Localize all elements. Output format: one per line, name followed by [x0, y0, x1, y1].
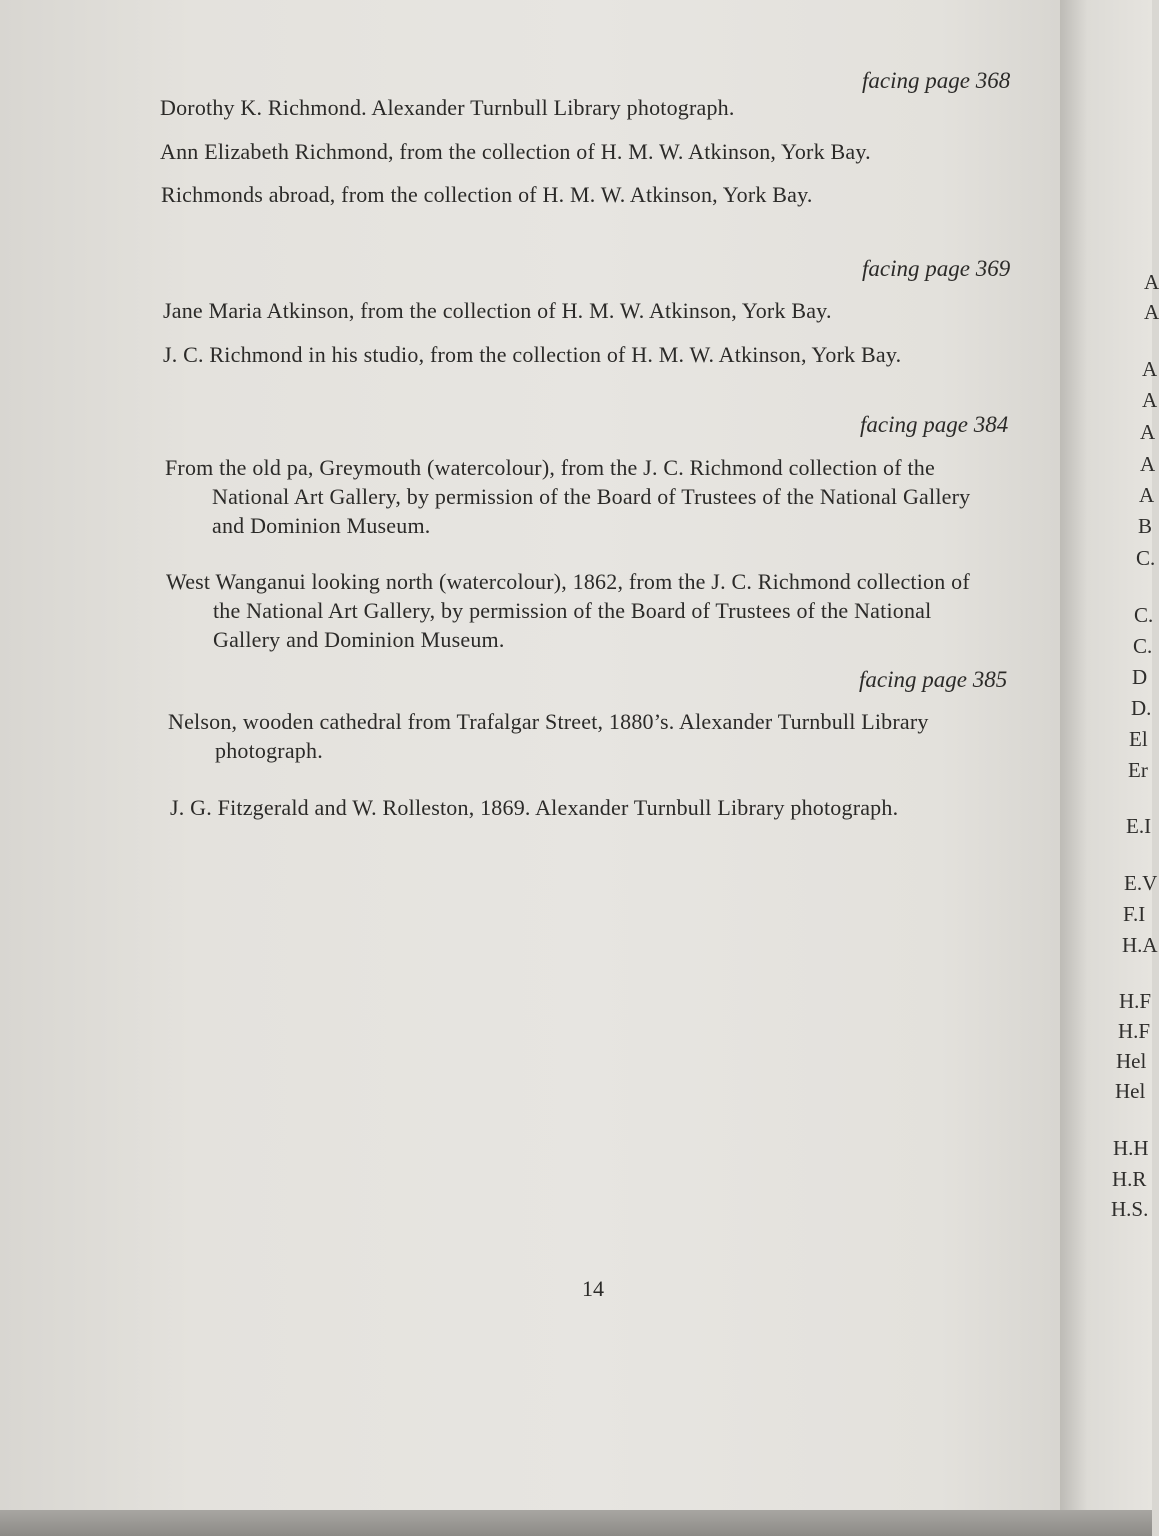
- right-page-fragment: A: [1144, 270, 1159, 294]
- right-page-fragment: A: [1142, 357, 1158, 381]
- right-page-fragment: A: [1144, 300, 1159, 324]
- right-page-fragment: D: [1132, 665, 1148, 689]
- caption-entry: Ann Elizabeth Richmond, from the collection of H. M. W. Atkinson, York Bay.: [160, 139, 871, 164]
- right-page-fragment: H.A: [1122, 933, 1158, 957]
- right-page-fragment: Hel: [1116, 1049, 1147, 1073]
- right-page-fragment: A: [1142, 388, 1158, 412]
- right-page-fragment: H.S.: [1111, 1197, 1149, 1221]
- right-page-fragment: E.I: [1126, 814, 1152, 838]
- book-bottom-edge: [0, 1510, 1152, 1536]
- right-page-fragment: B: [1138, 514, 1153, 538]
- section-heading-384: facing page 384: [860, 412, 1009, 437]
- caption-entry: West Wanganui looking north (watercolour), 1862, from the J. C. Richmond collection of the National Art Gallery, by permission of the Board of Trustees of the National Gallery and Dominion Museum.: [166, 569, 970, 652]
- right-page-fragment: El: [1129, 727, 1148, 751]
- section-heading-369: facing page 369: [862, 256, 1011, 281]
- right-page-fragment: D.: [1131, 696, 1152, 720]
- caption-entry: J. G. Fitzgerald and W. Rolleston, 1869. Alexander Turnbull Library photograph.: [170, 795, 899, 820]
- right-page-fragment: H.F: [1118, 1019, 1151, 1043]
- right-page-fragment: H.H: [1113, 1136, 1149, 1160]
- caption-entry: Dorothy K. Richmond. Alexander Turnbull Library photograph.: [160, 95, 735, 120]
- right-page-fragment: F.I: [1123, 902, 1146, 926]
- caption-entry: Richmonds abroad, from the collection of H. M. W. Atkinson, York Bay.: [161, 182, 813, 207]
- right-page-fragment: C.: [1136, 546, 1156, 570]
- caption-entry: From the old pa, Greymouth (watercolour), from the J. C. Richmond collection of the National Art Gallery, by permission of the Board of Trustees of the National Gallery and Dominion Museum.: [165, 455, 971, 538]
- right-page-fragment: C.: [1134, 603, 1154, 627]
- right-page-fragment: C.: [1133, 634, 1153, 658]
- right-page-fragments: [1060, 0, 1159, 1536]
- right-page-fragment: H.R: [1112, 1167, 1147, 1191]
- right-page-fragment: Er: [1128, 758, 1148, 782]
- right-page-fragment: Hel: [1115, 1079, 1146, 1103]
- caption-entry: Jane Maria Atkinson, from the collection of H. M. W. Atkinson, York Bay.: [163, 298, 832, 323]
- caption-entry: J. C. Richmond in his studio, from the collection of H. M. W. Atkinson, York Bay.: [163, 342, 902, 367]
- right-page-fragment: A: [1139, 483, 1155, 507]
- right-page-edge: [1060, 0, 1159, 1536]
- section-heading-368: facing page 368: [862, 68, 1011, 93]
- right-page-fragment: A: [1140, 420, 1156, 444]
- right-page-fragment: E.V: [1124, 871, 1158, 895]
- section-heading-385: facing page 385: [859, 667, 1008, 692]
- page-number: 14: [582, 1276, 604, 1301]
- right-page-fragment: A: [1140, 452, 1156, 476]
- right-page-fragment: H.F: [1119, 989, 1152, 1013]
- caption-entry: Nelson, wooden cathedral from Trafalgar Street, 1880’s. Alexander Turnbull Library photograph.: [168, 709, 929, 763]
